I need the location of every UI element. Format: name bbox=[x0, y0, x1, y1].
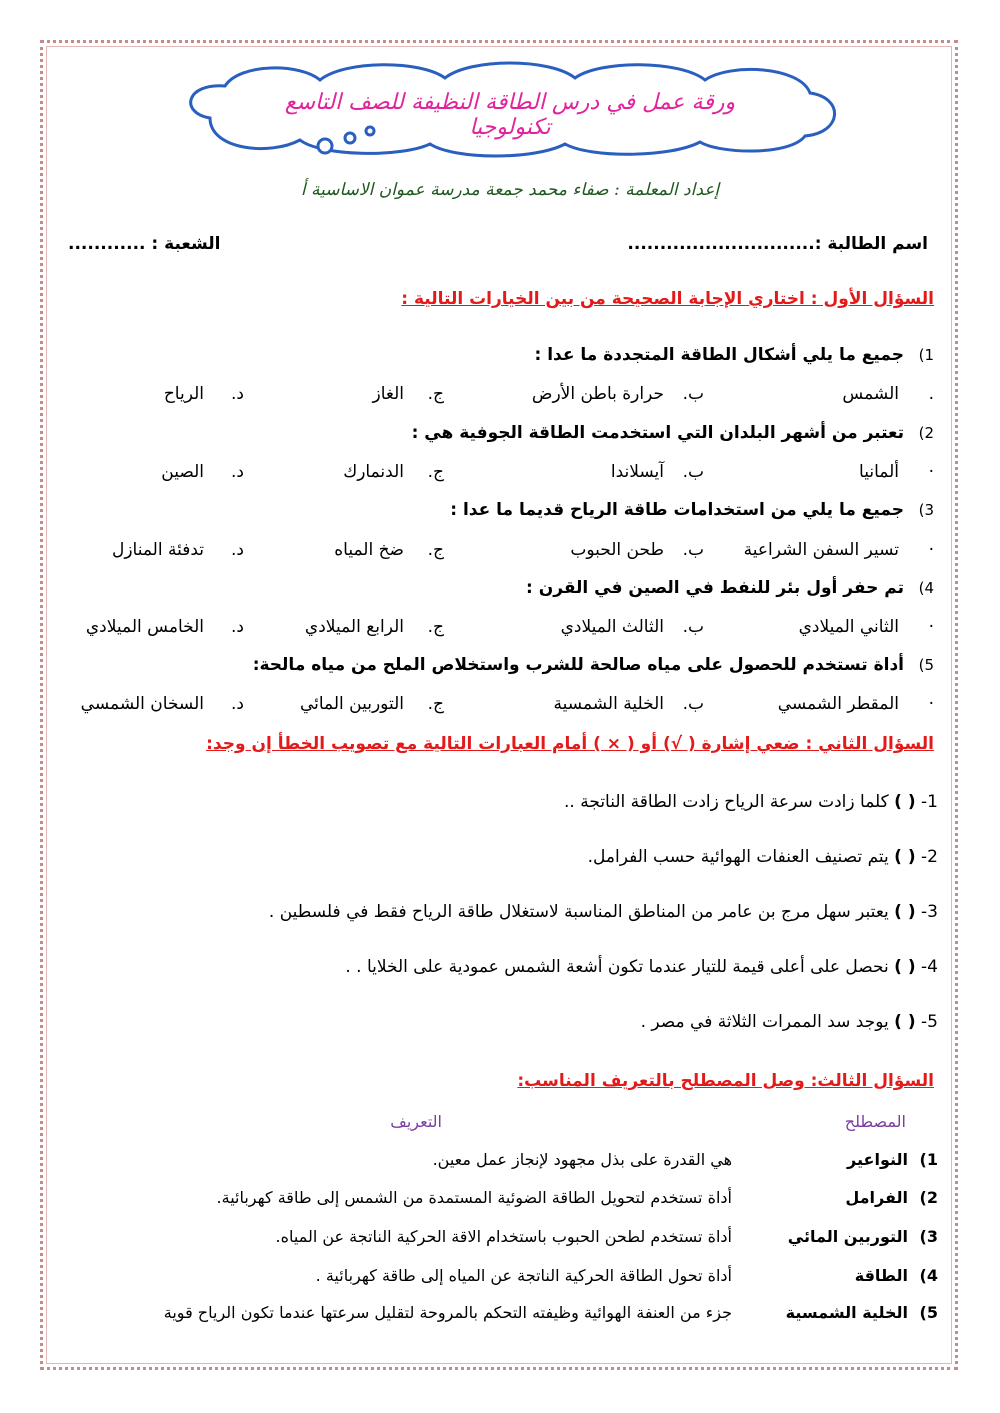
q-number: 5) bbox=[918, 656, 934, 674]
q1-item-3 bbox=[74, 500, 934, 520]
term-number: 5) bbox=[919, 1303, 938, 1322]
q-number: 1) bbox=[918, 346, 934, 364]
option-a: الشمس bbox=[842, 384, 899, 404]
opt-label: ج. bbox=[427, 384, 444, 404]
term-text: الفرامل bbox=[845, 1188, 908, 1207]
option-a: الثاني الميلادي bbox=[798, 617, 899, 637]
term-row-2 bbox=[738, 1188, 938, 1207]
opt-label: ج. bbox=[427, 694, 444, 714]
q2-item-3 bbox=[269, 902, 938, 922]
q2-item-5 bbox=[641, 1012, 938, 1032]
q-text: جميع ما يلي أشكال الطاقة المتجددة ما عدا : bbox=[534, 345, 904, 365]
q1-item-4 bbox=[74, 578, 934, 598]
q1-options-3 bbox=[64, 540, 934, 570]
tf-number: 2- bbox=[921, 847, 938, 867]
option-a: ألمانيا bbox=[859, 462, 899, 482]
definition-row-4: أداة تحول الطاقة الحركية الناتجة عن المياه إلى طاقة كهربائية . bbox=[315, 1266, 732, 1285]
option-d: الصين bbox=[161, 462, 204, 482]
option-b: الثالث الميلادي bbox=[560, 617, 664, 637]
term-number: 1) bbox=[919, 1150, 938, 1169]
tf-statement: نحصل على أعلى قيمة للتيار عندما تكون أشعة الشمس عمودية على الخلايا . . bbox=[345, 957, 889, 977]
section-field: الشعبة : ............ bbox=[68, 234, 221, 254]
option-b: آيسلاندا bbox=[610, 462, 664, 482]
tf-statement: يتم تصنيف العنفات الهوائية حسب الفرامل. bbox=[587, 847, 889, 867]
opt-label: د. bbox=[231, 462, 244, 482]
opt-label: . bbox=[928, 384, 934, 404]
opt-label: ب. bbox=[682, 462, 704, 482]
term-text: النواعير bbox=[847, 1150, 908, 1169]
opt-label: د. bbox=[231, 384, 244, 404]
worksheet-title: ورقة عمل في درس الطاقة النظيفة للصف التاسع تكنولوجيا bbox=[284, 90, 736, 140]
option-b: طحن الحبوب bbox=[570, 540, 664, 560]
opt-label: · bbox=[928, 540, 934, 560]
definition-row-3: أداة تستخدم لطحن الحبوب باستخدام الاقة الحركية الناتجة عن المياه. bbox=[275, 1227, 732, 1246]
q1-options-5 bbox=[64, 694, 934, 724]
option-c: الدنمارك bbox=[343, 462, 404, 482]
definition-row-5: جزء من العنفة الهوائية وظيفته التحكم بالمروحة لتقليل سرعتها عندما تكون الرياح قوية bbox=[163, 1303, 732, 1322]
q3-heading: السؤال الثالث: وصل المصطلح بالتعريف المناسب: bbox=[517, 1071, 934, 1091]
option-b: حرارة باطن الأرض bbox=[531, 384, 664, 404]
q-number: 2) bbox=[918, 424, 934, 442]
q-text: جميع ما يلي من استخدامات طاقة الرياح قديما ما عدا : bbox=[450, 500, 904, 520]
tf-answer-box[interactable]: ( ) bbox=[894, 957, 916, 977]
q2-item-2 bbox=[588, 847, 938, 867]
option-d: الخامس الميلادي bbox=[85, 617, 204, 637]
q1-heading: السؤال الأول : اختاري الإجابة الصحيحة من بين الخيارات التالية : bbox=[401, 289, 934, 309]
q-number: 3) bbox=[918, 501, 934, 519]
q1-options-2 bbox=[64, 462, 934, 492]
tf-number: 5- bbox=[921, 1012, 938, 1032]
definition-row-2: أداة تستخدم لتحويل الطاقة الضوئية المستمدة من الشمس إلى طاقة كهربائية. bbox=[216, 1188, 732, 1207]
tf-answer-box[interactable]: ( ) bbox=[894, 1012, 916, 1032]
tf-number: 3- bbox=[921, 902, 938, 922]
opt-label: ج. bbox=[427, 617, 444, 637]
opt-label: ب. bbox=[682, 540, 704, 560]
tf-answer-box[interactable]: ( ) bbox=[894, 847, 916, 867]
opt-label: د. bbox=[231, 540, 244, 560]
student-name-field: اسم الطالبة :............................. bbox=[627, 234, 928, 254]
q2-item-4 bbox=[345, 957, 938, 977]
term-row-3 bbox=[738, 1227, 938, 1246]
term-row-4 bbox=[738, 1266, 938, 1285]
opt-label: د. bbox=[231, 694, 244, 714]
opt-label: ج. bbox=[427, 540, 444, 560]
term-row-1 bbox=[738, 1150, 938, 1169]
q2-item-1 bbox=[564, 792, 938, 812]
tf-number: 4- bbox=[921, 957, 938, 977]
term-row-5 bbox=[738, 1303, 938, 1322]
tf-number: 1- bbox=[921, 792, 938, 812]
opt-label: ب. bbox=[682, 694, 704, 714]
q1-options-1 bbox=[64, 384, 934, 414]
term-text: الخلية الشمسية bbox=[785, 1303, 908, 1322]
q-text: أداة تستخدم للحصول على مياه صالحة للشرب واستخلاص الملح من مياه مالحة: bbox=[252, 655, 904, 675]
q-number: 4) bbox=[918, 579, 934, 597]
option-d: تدفئة المنازل bbox=[111, 540, 204, 560]
option-b: الخلية الشمسية bbox=[553, 694, 664, 714]
q2-heading: السؤال الثاني : ضعي إشارة ( √) أو ( × ) أمام العبارات التالية مع تصويب الخطأ إن وجد: bbox=[206, 734, 934, 754]
q1-item-5 bbox=[74, 655, 934, 675]
prepared-by: إعداد المعلمة : صفاء محمد جمعة مدرسة عموان الاساسية أ bbox=[300, 180, 720, 200]
option-c: ضخ المياه bbox=[334, 540, 404, 560]
term-number: 2) bbox=[919, 1188, 938, 1207]
option-c: الرابع الميلادي bbox=[304, 617, 404, 637]
option-c: التوربين المائي bbox=[299, 694, 404, 714]
definition-row-1: هي القدرة على بذل مجهود لإنجاز عمل معين. bbox=[432, 1150, 732, 1169]
opt-label: د. bbox=[231, 617, 244, 637]
q-text: تعتبر من أشهر البلدان التي استخدمت الطاقة الجوفية هي : bbox=[411, 423, 904, 443]
option-c: الغاز bbox=[372, 384, 404, 404]
option-d: السخان الشمسي bbox=[80, 694, 204, 714]
opt-label: · bbox=[928, 617, 934, 637]
opt-label: ب. bbox=[682, 384, 704, 404]
option-a: المقطر الشمسي bbox=[777, 694, 899, 714]
term-text: التوربين المائي bbox=[787, 1227, 908, 1246]
q1-options-4 bbox=[64, 617, 934, 647]
option-a: تسير السفن الشراعية bbox=[743, 540, 899, 560]
term-number: 4) bbox=[919, 1266, 938, 1285]
tf-statement: يعتبر سهل مرج بن عامر من المناطق المناسبة لاستغلال طاقة الرياح فقط في فلسطين . bbox=[268, 902, 889, 922]
term-text: الطاقة bbox=[854, 1266, 908, 1285]
opt-label: ج. bbox=[427, 462, 444, 482]
tf-answer-box[interactable]: ( ) bbox=[894, 792, 916, 812]
opt-label: ب. bbox=[682, 617, 704, 637]
opt-label: · bbox=[928, 694, 934, 714]
tf-answer-box[interactable]: ( ) bbox=[894, 902, 916, 922]
term-column-header: المصطلح bbox=[844, 1112, 906, 1131]
term-number: 3) bbox=[919, 1227, 938, 1246]
tf-statement: كلما زادت سرعة الرياح زادت الطاقة الناتجة .. bbox=[564, 792, 889, 812]
tf-statement: يوجد سد الممرات الثلاثة في مصر . bbox=[640, 1012, 889, 1032]
q1-item-1 bbox=[74, 345, 934, 365]
definition-column-header: التعريف bbox=[390, 1112, 442, 1131]
q1-item-2 bbox=[74, 423, 934, 443]
option-d: الرياح bbox=[163, 384, 204, 404]
opt-label: · bbox=[928, 462, 934, 482]
q-text: تم حفر أول بئر للنفط في الصين في القرن : bbox=[526, 578, 904, 598]
